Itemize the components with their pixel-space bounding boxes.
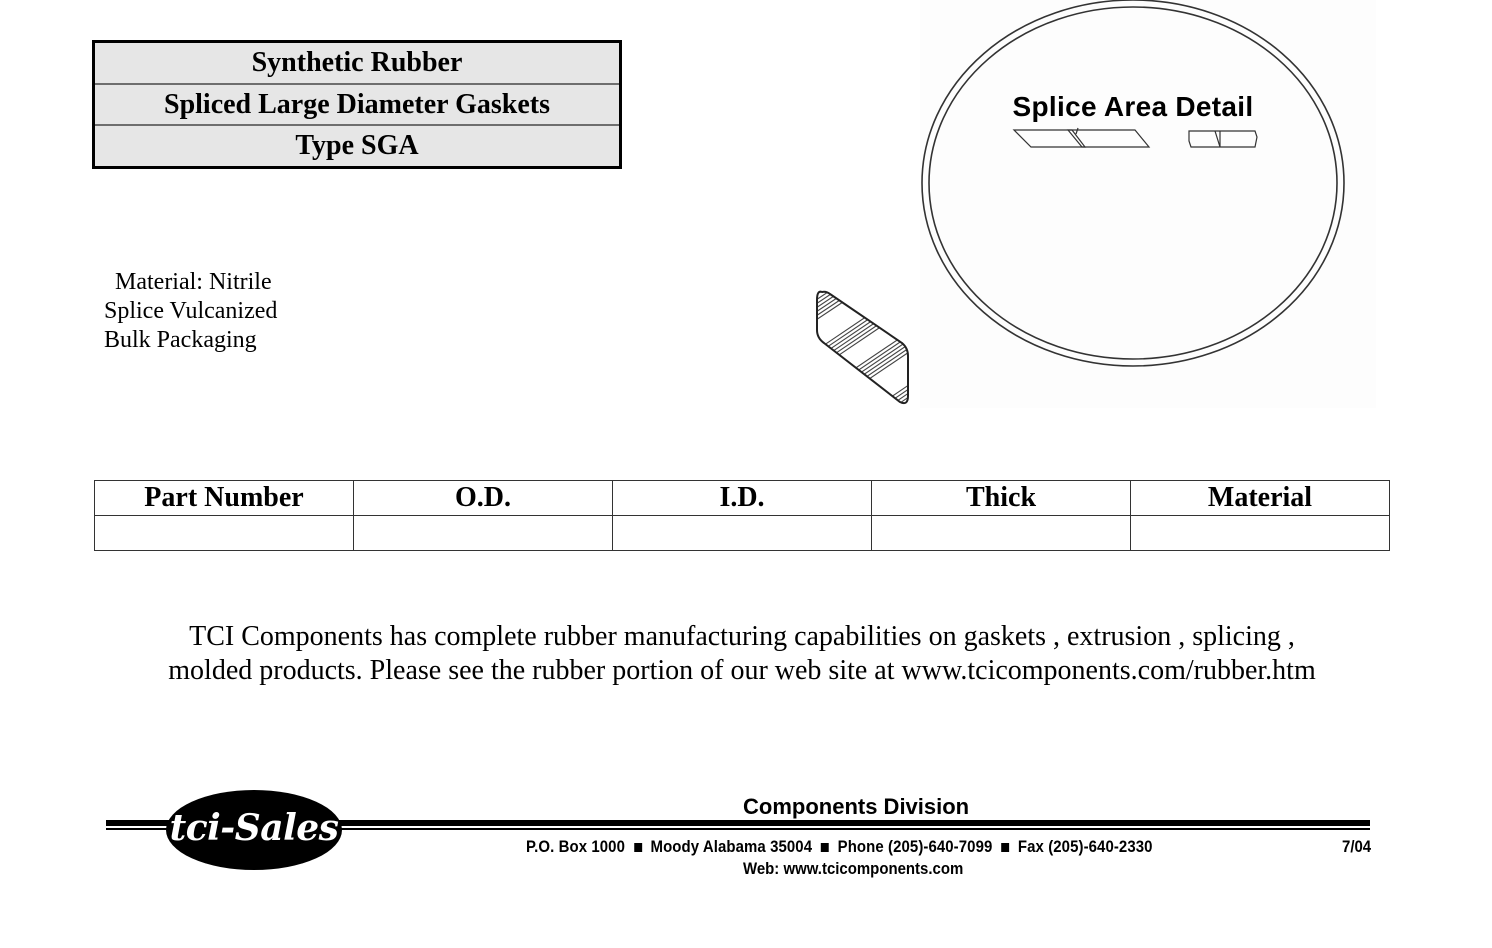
- fax-number: Fax (205)-640-2330: [1017, 837, 1153, 856]
- square-bullet-icon: [1001, 843, 1009, 852]
- web-address: Web: www.tcicomponents.com: [743, 859, 964, 878]
- hatched-cross-section-drawing-icon: [812, 286, 912, 406]
- part-table: [94, 480, 1390, 551]
- description-paragraph: [100, 620, 1384, 688]
- splice-area-diagram: [920, 0, 1376, 408]
- spec-material: Material: Nitrile: [115, 269, 272, 295]
- phone-number: Phone (205)-640-7099: [837, 837, 993, 856]
- date-code: 7/04: [1342, 837, 1372, 856]
- cell-thick: [872, 516, 1131, 551]
- title-line-category: Synthetic Rubber: [251, 46, 463, 78]
- table-header-row: [95, 481, 1390, 516]
- square-bullet-icon: [634, 843, 642, 852]
- header-material: Material: [1131, 481, 1390, 516]
- title-line-type: Type SGA: [95, 124, 619, 166]
- cell-od: [354, 516, 613, 551]
- cell-id: [613, 516, 872, 551]
- gasket-ring-drawing-icon: [920, 0, 1376, 408]
- table-row: [95, 516, 1390, 551]
- spec-splice: Splice Vulcanized: [104, 298, 278, 324]
- title-box: [92, 40, 622, 169]
- division-name: Components Division: [743, 794, 970, 819]
- header-id: I.D.: [613, 481, 872, 516]
- splice-area-title: Splice Area Detail: [1012, 91, 1254, 122]
- square-bullet-icon: [821, 843, 829, 852]
- footer-rule-right: [330, 820, 1370, 830]
- title-line-product: Spliced Large Diameter Gaskets: [95, 83, 619, 125]
- scarf-splice-drawing-icon: [1014, 128, 1149, 147]
- spec-list: [104, 268, 277, 355]
- header-thick: Thick: [872, 481, 1131, 516]
- butt-splice-drawing-icon: [1189, 131, 1257, 147]
- description-line-1: TCI Components has complete rubber manufacturing capabilities on gaskets , extrusion , splicing ,: [189, 621, 1295, 652]
- po-box: P.O. Box 1000: [526, 837, 625, 856]
- contact-line: [526, 836, 1153, 858]
- city-address: Moody Alabama 35004: [650, 837, 813, 856]
- logo-text: tci-Sales: [169, 807, 339, 849]
- spec-packaging: Bulk Packaging: [104, 327, 257, 353]
- header-part-number: Part Number: [95, 481, 354, 516]
- description-line-2: molded products. Please see the rubber portion of our web site at www.tcicomponents.com/rubber.htm: [168, 655, 1316, 686]
- cell-part-number: [95, 516, 354, 551]
- header-od: O.D.: [354, 481, 613, 516]
- cell-material: [1131, 516, 1390, 551]
- tci-sales-logo: [166, 790, 342, 870]
